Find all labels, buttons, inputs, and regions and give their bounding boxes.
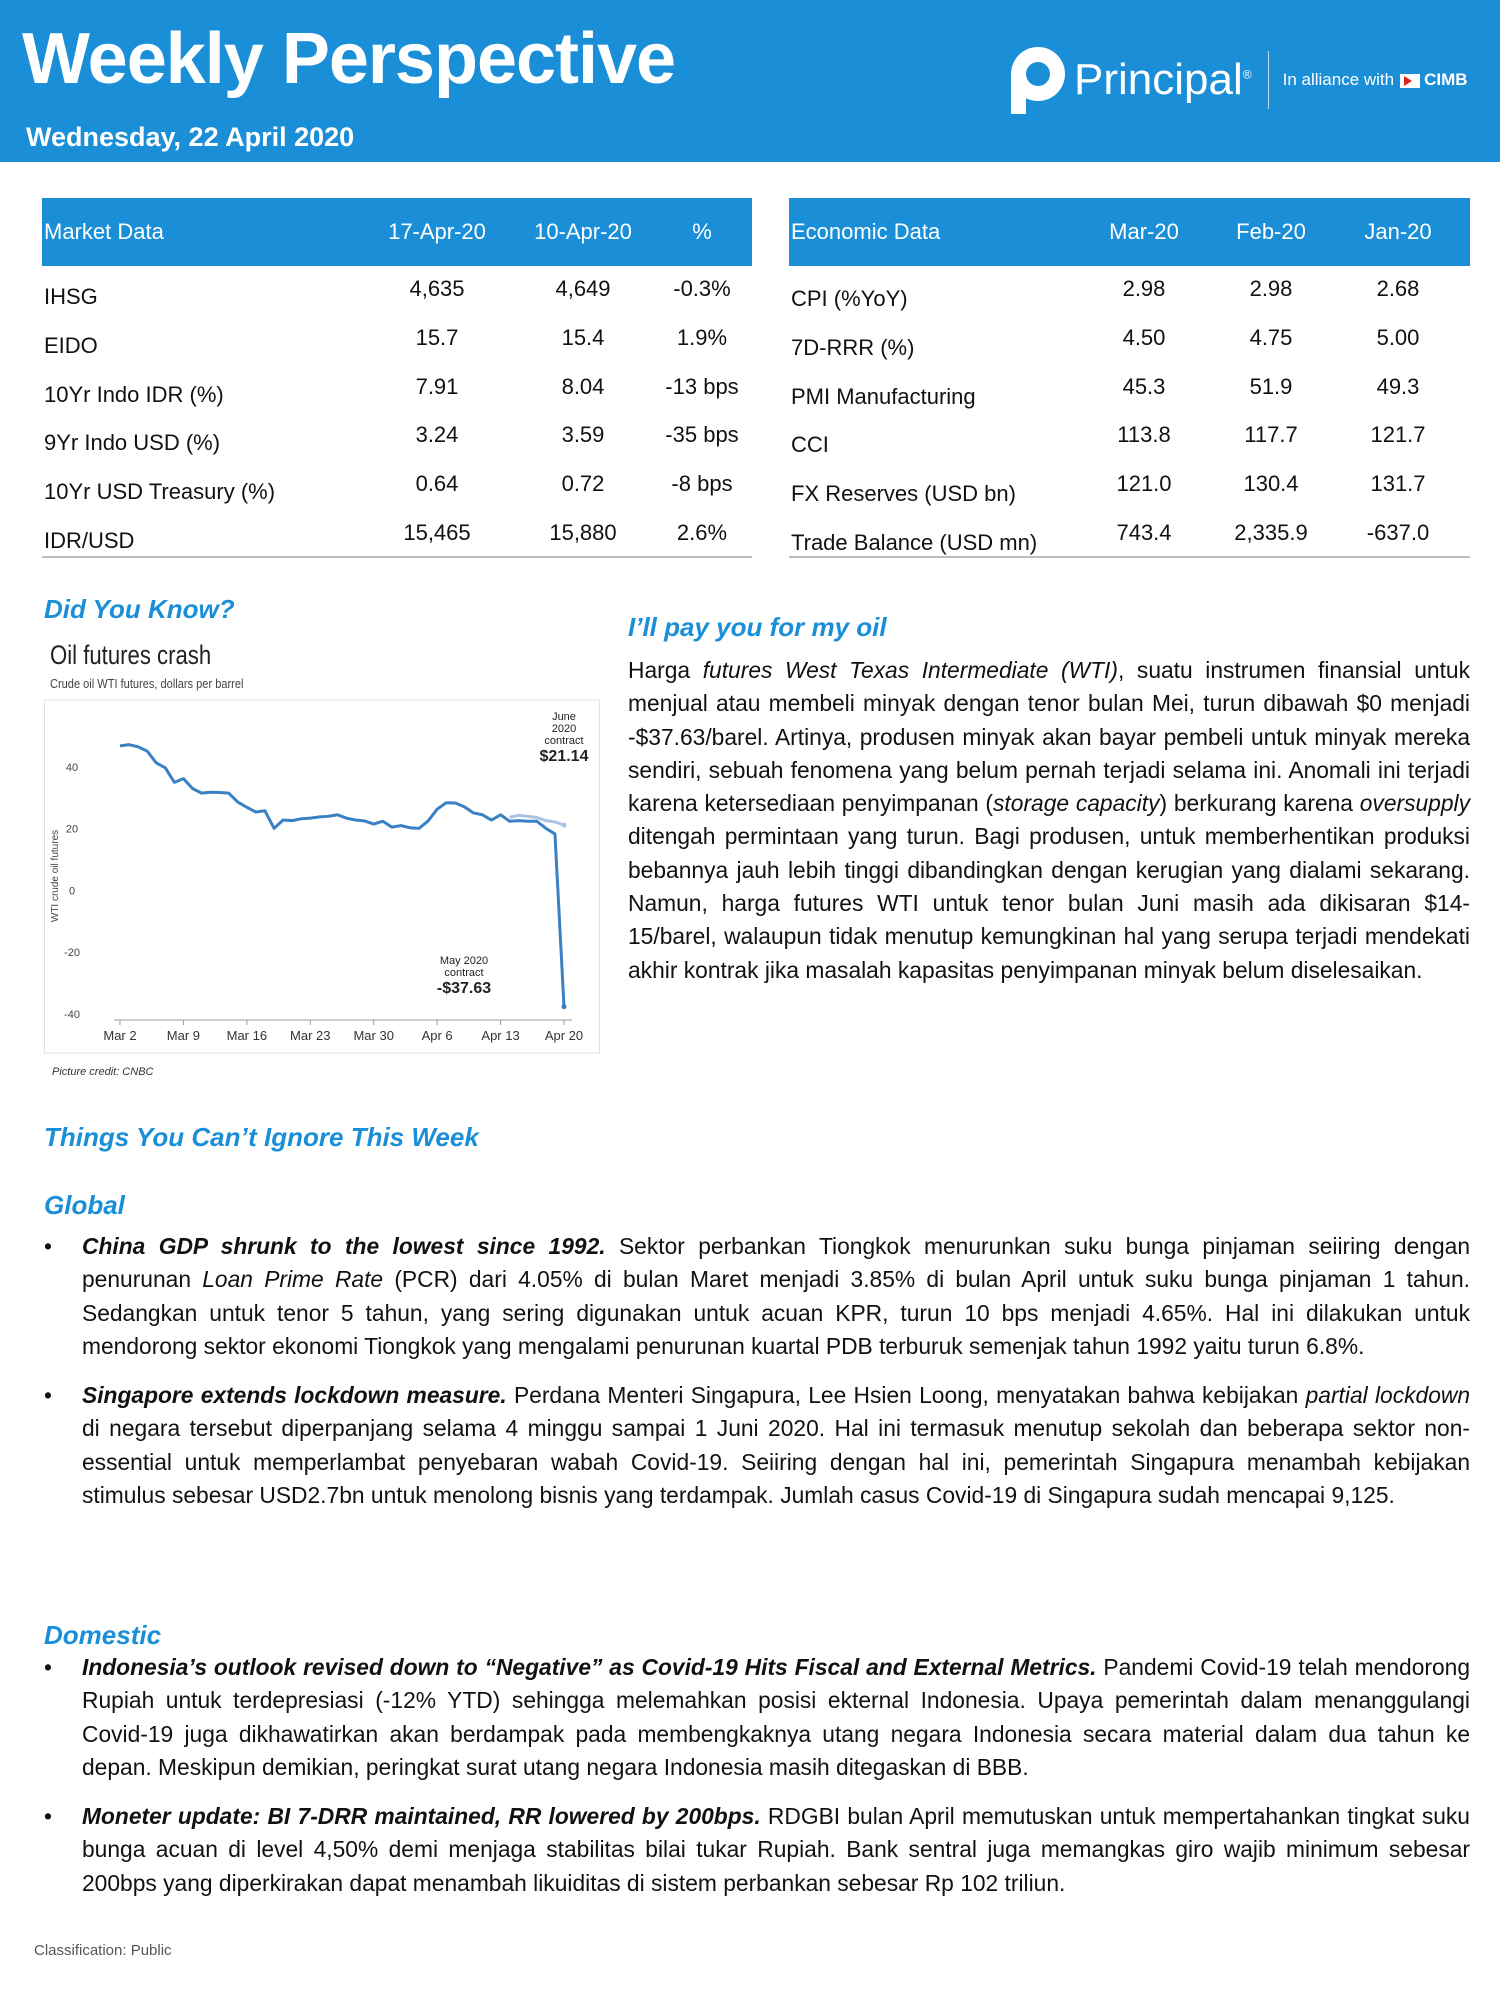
y-tick-label: 40 xyxy=(65,761,79,774)
economic-row-label: CPI (%YoY) xyxy=(791,286,908,311)
economic-row-label: CCI xyxy=(791,432,829,458)
market-cell: 15.7 xyxy=(415,324,459,350)
june-contract-label: June 2020 contract $21.14 xyxy=(539,711,589,765)
economic-table-rule xyxy=(789,556,1470,558)
economic-cell: 2.68 xyxy=(1376,276,1420,301)
economic-cell: 4.75 xyxy=(1249,324,1293,350)
market-cell: -35 bps xyxy=(665,422,739,448)
market-cell: 4,649 xyxy=(555,276,611,301)
market-row-label: 9Yr Indo USD (%) xyxy=(44,430,221,456)
x-tick-label: Apr 13 xyxy=(481,1028,520,1043)
economic-row-label: 7D-RRR (%) xyxy=(791,334,915,360)
market-cell: 0.72 xyxy=(561,471,605,497)
market-header-label: Market Data xyxy=(44,219,164,244)
market-row-label: EIDO xyxy=(44,332,98,358)
y-tick-label: -40 xyxy=(64,1009,80,1021)
domestic-news-item: • Moneter update: BI 7-DRR maintained, RR lowered by 200bps. RDGBI bulan April memutuskan untuk mempertahankan tingkat suku bunga acuan di level 4,50% demi menjaga stabilitas bilai tukar Rupiah. Bank sentral juga memangkas giro wajib minimum sebesar 200bps yang diperkirakan dapat menambah likuiditas di sistem perbankan sebesar Rp 102 triliun. xyxy=(44,1800,1470,1900)
economic-cell: 49.3 xyxy=(1376,373,1420,399)
y-tick-label: -20 xyxy=(64,947,80,960)
economic-header-col3: Jan-20 xyxy=(1364,219,1432,244)
article-body: Harga futures West Texas Intermediate (WTI), suatu instrumen finansial untuk menjual atau membeli minyak dengan tenor bulan Mei, turun dibawah $0 menjadi -$37.63/barel. Artinya, produsen minyak akan bayar pembeli untuk minyak mereka sendiri, sebuah fenomena yang belum pernah terjadi selama ini. Anomali ini terjadi karena ketersediaan penyimpanan (storage capacity) berkurang karena oversupply ditengah permintaan yang turun. Bagi produsen, untuk memberhentikan produksi bebannya jauh lebih tinggi dibandingkan dengan kerugian yang dialami sekarang. Namun, harga futures WTI untuk tenor bulan Juni masih ada dikisaran $14-15/barel, walaupun tidak menutup kemungkinan hal yang serupa terjadi mendekati akhir kontrak jika masalah kapasitas penyimpanan minyak belum diselesaikan. xyxy=(628,657,1470,983)
x-tick-label: Mar 16 xyxy=(226,1028,268,1043)
y-tick-label: 0 xyxy=(68,885,76,898)
economic-row xyxy=(789,374,1470,423)
x-tick-label: Mar 2 xyxy=(103,1028,137,1043)
market-table-rule xyxy=(42,556,752,558)
market-cell: 3.24 xyxy=(415,422,459,448)
market-cell: -8 bps xyxy=(671,471,733,497)
did-you-know-heading: Did You Know? xyxy=(44,594,235,624)
economic-cell: 113.8 xyxy=(1117,422,1171,448)
economic-cell: 51.9 xyxy=(1249,373,1293,399)
chart-frame xyxy=(45,700,600,1053)
x-tick-label: Apr 6 xyxy=(421,1028,453,1043)
market-row xyxy=(42,422,752,471)
global-news-list xyxy=(44,1230,1470,1512)
y-tick-label: 20 xyxy=(65,823,79,836)
market-row xyxy=(42,276,752,325)
market-cell: 15,465 xyxy=(403,520,471,545)
market-cell: 2.6% xyxy=(676,520,728,545)
economic-cell: 45.3 xyxy=(1122,373,1166,399)
picture-credit: Picture credit: CNBC xyxy=(52,1066,154,1078)
market-row xyxy=(42,471,752,520)
economic-header-col2: Feb-20 xyxy=(1236,219,1306,244)
market-cell: -13 bps xyxy=(665,373,739,399)
economic-cell: 130.4 xyxy=(1243,471,1299,497)
market-table-header xyxy=(42,198,752,266)
header-banner xyxy=(0,0,1500,162)
market-cell: 0.64 xyxy=(415,471,459,497)
economic-cell: 2.98 xyxy=(1122,276,1166,301)
chart-subtitle: Crude oil WTI futures, dollars per barrel xyxy=(50,676,244,691)
alliance-text: In alliance with xyxy=(1282,70,1395,89)
may-contract-label: May 2020 contract -$37.63 xyxy=(436,955,492,997)
market-cell: 15,880 xyxy=(549,520,617,545)
market-row-label: IHSG xyxy=(44,284,98,309)
x-tick-label: Mar 30 xyxy=(353,1028,394,1043)
market-row xyxy=(42,520,752,569)
market-cell: 8.04 xyxy=(561,373,605,399)
market-cell: 3.59 xyxy=(561,422,605,448)
domestic-news-item: • Indonesia’s outlook revised down to “Negative” as Covid-19 Hits Fiscal and External Metrics. Pandemi Covid-19 telah mendorong Rupiah untuk terdepresiasi (-12% YTD) sehingga melemahkan posisi ekternal Indonesia. Upaya pemerintah dalam menanggulangi Covid-19 juga dikhawatirkan akan berdampak pada membengkaknya utang negara Indonesia secara material dalam dua tahun ke depan. Meskipun demikian, peringkat surat utang negara Indonesia masih ditegaskan di BBB. xyxy=(44,1651,1470,1784)
global-news-item: • China GDP shrunk to the lowest since 1992. Sektor perbankan Tiongkok menurunkan suku bunga pinjaman seiiring dengan penurunan Loan Prime Rate (PCR) dari 4.05% di bulan Maret menjadi 3.85% di bulan April untuk suku bunga pinjaman 1 tahun. Sedangkan untuk tenor 5 tahun, yang sering digunakan untuk acuan KPR, turun 10 bps menjadi 4.65%. Hal ini dilakukan untuk mendorong sektor ekonomi Tiongkok yang mengalami penurunan kuartal PDB terburuk semenjak tahun 1992 yaitu turun 6.8%. xyxy=(44,1230,1470,1363)
market-row xyxy=(42,374,752,423)
market-header-col1: 17-Apr-20 xyxy=(388,219,486,244)
economic-cell: 4.50 xyxy=(1122,324,1166,350)
principal-logo xyxy=(1008,40,1468,120)
report-title: Weekly Perspective xyxy=(22,19,676,99)
economic-cell: 121.0 xyxy=(1116,471,1172,497)
economic-row xyxy=(789,422,1470,471)
logo-divider xyxy=(1268,51,1269,109)
market-cell: 1.9% xyxy=(676,324,728,350)
may-contract-line xyxy=(120,745,564,1007)
economic-row-label: PMI Manufacturing xyxy=(791,383,976,409)
economic-cell: 2.98 xyxy=(1249,276,1293,301)
series-end-point xyxy=(562,823,567,828)
global-news-item: • Singapore extends lockdown measure. Perdana Menteri Singapura, Lee Hsien Loong, menyatakan bahwa kebijakan partial lockdown di negara tersebut diperpanjang selama 4 minggu sampai 1 Juni 2020. Hal ini termasuk menutup sekolah dan beberapa sektor non-essential untuk memperlambat penyebaran wabah Covid-19. Seiiring dengan hal ini, pemerintah Singapura menambah kebijakan stimulus sebesar USD2.7bn untuk menolong bisnis yang terdampak. Jumlah casus Covid-19 di Singapura sudah mencapai 9,125. xyxy=(44,1379,1470,1512)
market-header-col3: % xyxy=(692,219,712,244)
series-end-point xyxy=(562,1004,567,1009)
things-heading: Things You Can’t Ignore This Week xyxy=(44,1122,479,1152)
alliance-tag xyxy=(1283,70,1468,90)
economic-row-label: FX Reserves (USD bn) xyxy=(791,481,1016,507)
economic-cell: 117.7 xyxy=(1244,422,1298,448)
chart-plot xyxy=(44,636,600,1066)
economic-header-label: Economic Data xyxy=(791,219,941,244)
cimb-logo-icon xyxy=(1400,73,1420,87)
x-tick-label: Mar 23 xyxy=(290,1028,331,1043)
market-row-label: 10Yr USD Treasury (%) xyxy=(44,479,276,505)
article-heading: I’ll pay you for my oil xyxy=(628,612,887,642)
chart-title: Oil futures crash xyxy=(50,640,212,670)
y-axis-label: WTI crude oil futures xyxy=(50,829,61,923)
economic-row xyxy=(789,325,1470,374)
economic-cell: 2,335.9 xyxy=(1234,520,1308,545)
economic-row xyxy=(789,471,1470,520)
market-cell: 4,635 xyxy=(409,276,465,301)
domestic-heading: Domestic xyxy=(44,1620,162,1650)
principal-logo-icon xyxy=(1008,44,1068,116)
market-row xyxy=(42,325,752,374)
global-heading: Global xyxy=(44,1190,125,1220)
market-row-label: 10Yr Indo IDR (%) xyxy=(44,381,224,407)
report-date: Wednesday, 22 April 2020 xyxy=(26,122,355,152)
economic-cell: 121.7 xyxy=(1370,422,1426,448)
economic-table-header xyxy=(789,198,1470,266)
market-cell: 15.4 xyxy=(561,324,605,350)
x-tick-label: Apr 20 xyxy=(544,1028,584,1043)
economic-cell: 5.00 xyxy=(1376,324,1420,350)
market-cell: 7.91 xyxy=(415,373,459,399)
partner-name: CIMB xyxy=(1424,70,1468,89)
market-row-label: IDR/USD xyxy=(44,528,135,553)
economic-cell: 743.4 xyxy=(1116,520,1172,545)
domestic-news-list xyxy=(44,1651,1470,1900)
market-data-table xyxy=(42,198,752,560)
economic-header-col1: Mar-20 xyxy=(1109,219,1179,244)
economic-row xyxy=(789,276,1470,325)
brand-name: Principal® xyxy=(1074,55,1252,104)
market-header-col2: 10-Apr-20 xyxy=(534,219,632,244)
oil-futures-chart xyxy=(44,636,600,1066)
economic-cell: -637.0 xyxy=(1366,520,1430,545)
x-tick-label: Mar 9 xyxy=(166,1028,201,1043)
economic-cell: 131.7 xyxy=(1370,471,1426,497)
economic-data-table xyxy=(789,198,1470,560)
market-cell: -0.3% xyxy=(673,276,731,301)
economic-row-label: Trade Balance (USD mn) xyxy=(791,530,1038,555)
classification-label: Classification: Public xyxy=(34,1942,172,1959)
economic-row xyxy=(789,520,1470,569)
